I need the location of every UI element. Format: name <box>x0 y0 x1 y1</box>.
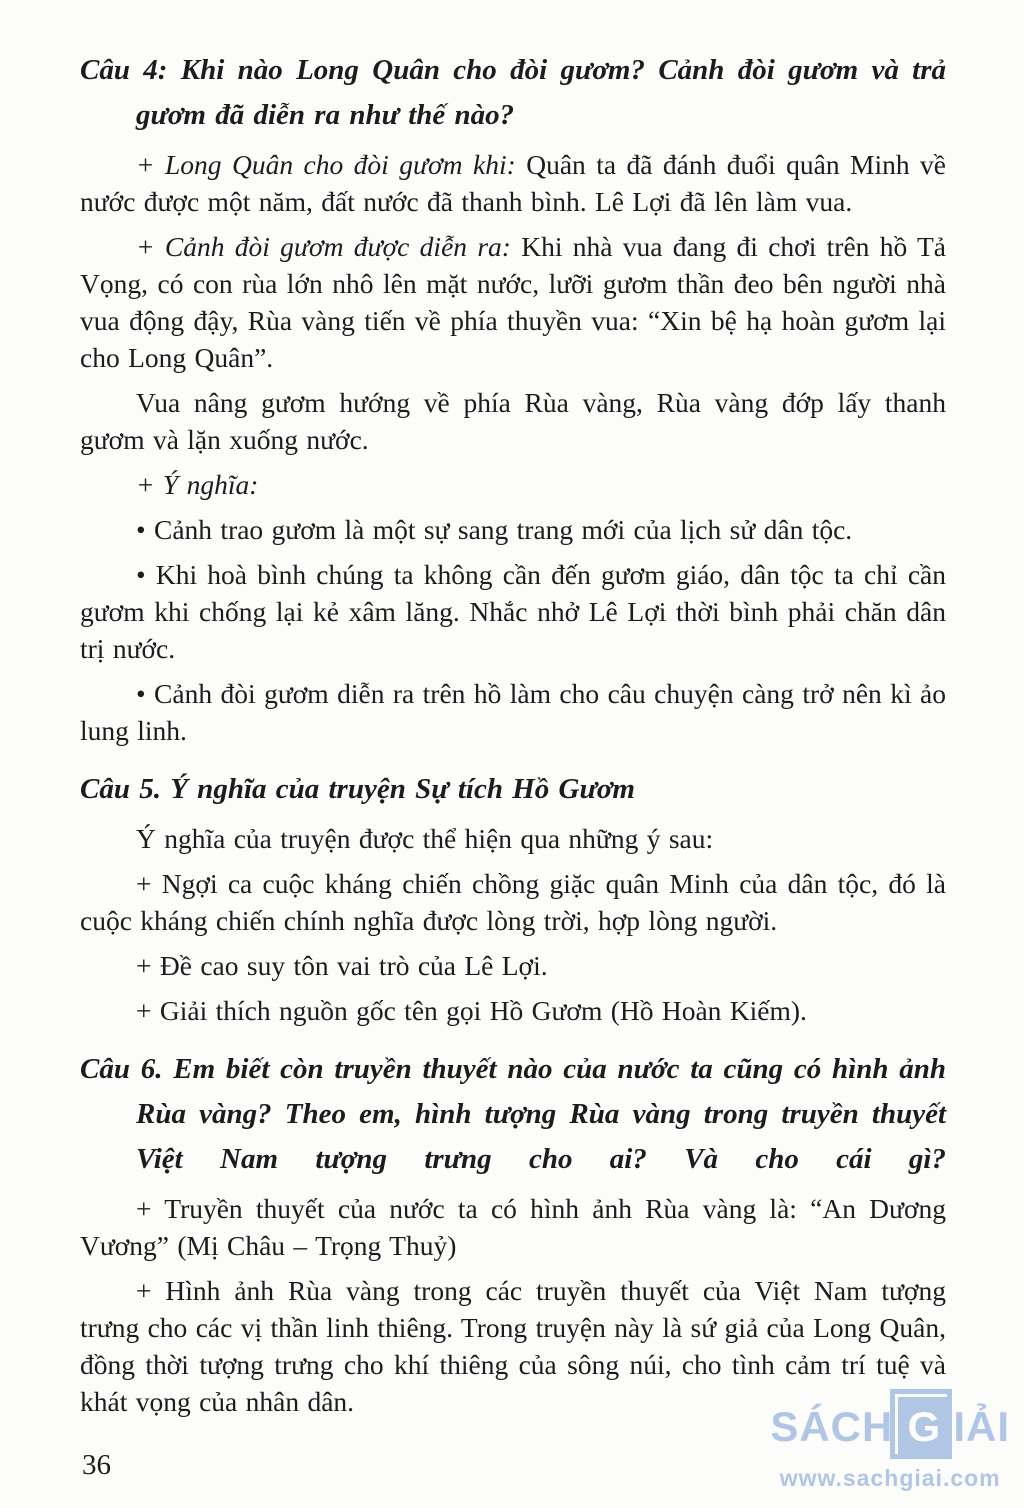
watermark-brand-prefix: SÁCH <box>770 1403 894 1450</box>
q4-meaning-bullet-3: • Cảnh đòi gươm diễn ra trên hồ làm cho câu chuyện càng trở nên kì ảo lung linh. <box>80 678 946 746</box>
q6-answer-paragraph-1: + Truyền thuyết của nước ta có hình ảnh Rùa vàng là: “An Dương Vương” (Mị Châu – Trọng Thuỷ) <box>80 1193 946 1261</box>
page-number: 36 <box>82 1449 111 1481</box>
q5-point-paragraph-2: + Đề cao suy tôn vai trò của Lê Lợi. <box>136 950 548 981</box>
watermark-brand-suffix: IẢI <box>953 1403 1010 1450</box>
book-icon <box>898 1397 950 1457</box>
watermark <box>770 1397 1010 1492</box>
watermark-brand <box>770 1397 1010 1457</box>
q4-scene-paragraph <box>80 228 946 376</box>
q5-intro-paragraph: Ý nghĩa của truyện được thể hiện qua những ý sau: <box>136 823 714 854</box>
q4-when-paragraph <box>80 146 946 220</box>
question-4-heading: Câu 4: Khi nào Long Quân cho đòi gươm? Cảnh đòi gươm và trả gươm đã diễn ra như thế nào? <box>80 54 946 131</box>
q5-point-paragraph-3: + Giải thích nguồn gốc tên gọi Hồ Gươm (Hồ Hoàn Kiếm). <box>136 995 807 1026</box>
q4-meaning-lead: + Ý nghĩa: <box>136 469 259 500</box>
q6-answer-paragraph-2: + Hình ảnh Rùa vàng trong các truyền thuyết của Việt Nam tượng trưng cho các vị thần linh thiêng. Trong truyện này là sứ giả của Long Quân, đồng thời tượng trưng cho khí thiêng của sông núi, cho tình cảm trí tuệ và khát vọng của nhân dân. <box>80 1275 946 1417</box>
q5-point-paragraph-1: + Ngợi ca cuộc kháng chiến chồng giặc quân Minh của dân tộc, đó là cuộc kháng chiến chính nghĩa được lòng trời, hợp lòng người. <box>80 868 946 936</box>
q4-return-paragraph: Vua nâng gươm hướng về phía Rùa vàng, Rùa vàng đớp lấy thanh gươm và lặn xuống nước. <box>80 387 946 455</box>
watermark-url: www.sachgiai.com <box>779 1465 1001 1491</box>
page-content <box>80 48 946 1420</box>
book-icon-letter: G <box>898 1397 950 1457</box>
q4-meaning-bullet-1: • Cảnh trao gươm là một sự sang trang mới của lịch sử dân tộc. <box>136 514 853 545</box>
q4-scene-lead: + Cảnh đòi gươm được diễn ra: <box>136 231 511 262</box>
q4-meaning-label <box>80 466 946 503</box>
q4-meaning-bullet-2: • Khi hoà bình chúng ta không cần đến gươm giáo, dân tộc ta chỉ cần gươm khi chống lại kẻ xâm lăng. Nhắc nhở Lê Lợi thời bình phải chăn dân trị nước. <box>80 559 946 664</box>
question-6-heading: Câu 6. Em biết còn truyền thuyết nào của nước ta cũng có hình ảnh Rùa vàng? Theo em, hình tượng Rùa vàng trong truyền thuyết Việt Nam tượng trưng cho ai? Và cho cái gì? <box>80 1053 946 1175</box>
q4-scene-text: Khi nhà vua đang đi chơi trên hồ Tả Vọng, có con rùa lớn nhô lên mặt nước, lưỡi gươm thần đeo bên người nhà vua động đậy, Rùa vàng tiến về phía thuyền vua: “Xin bệ hạ hoàn gươm lại cho Long Quân”. <box>80 231 946 373</box>
q4-when-lead: + Long Quân cho đòi gươm khi: <box>136 149 516 180</box>
q4-when-text: Quân ta đã đánh đuổi quân Minh về nước được một năm, đất nước đã thanh bình. Lê Lợi đã lên làm vua. <box>80 149 947 217</box>
question-5-heading: Câu 5. Ý nghĩa của truyện Sự tích Hồ Gươm <box>80 773 635 805</box>
